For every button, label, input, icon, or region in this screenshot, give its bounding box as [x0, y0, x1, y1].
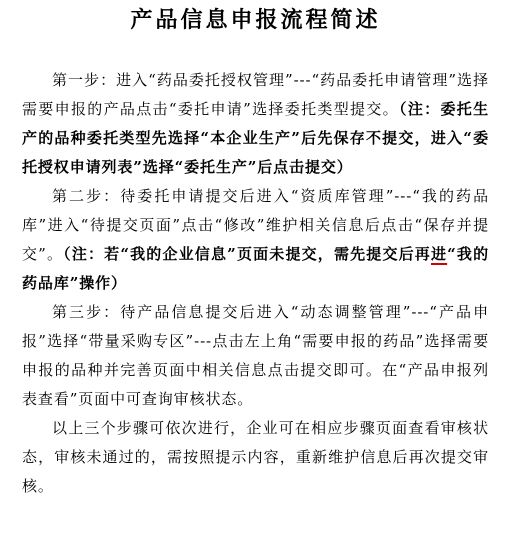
step-two-text: 第二步：待委托申请提交后进入“资质库管理”---“我的药品库”进入“待提交页面”点击“修改”维护相关信息后点击“保存并提交”。	[22, 187, 489, 263]
step-two-note-part-two: “我的药品库”操作）	[22, 245, 490, 292]
step-three-paragraph	[22, 298, 489, 414]
step-two-paragraph	[22, 182, 489, 298]
step-one-text: 第一步：进入“药品委托授权管理”---“药品委托申请管理”选择需要申报的产品点击“委托申请”选择委托类型提交。	[22, 71, 489, 118]
step-two-note	[22, 245, 489, 292]
step-two-note-part-one: （注：若“我的企业信息”页面未提交，需先提交后再	[63, 245, 431, 263]
document-title: 产品信息申报流程简述	[130, 7, 381, 33]
summary-text: 以上三个步骤可依次进行，企业可在相应步骤页面查看审核状态，审核未通过的，需按照提示内容，重新维护信息后再次提交审核。	[22, 419, 489, 495]
step-one-paragraph	[22, 66, 489, 182]
summary-paragraph	[22, 414, 489, 501]
step-one-note: （注：委托生产的品种委托类型先选择“本企业生产”后先保存不提交，进入“委托授权申请列表”选择“委托生产”后点击提交）	[22, 100, 489, 176]
step-three-text: 第三步：待产品信息提交后进入“动态调整管理”---“产品申报”选择“带量采购专区”---点击左上角“需要申报的药品”选择需要申报的品种并完善页面中相关信息点击提交即可。在“产品申报列表查看”页面中可查询审核状态。	[22, 303, 489, 408]
step-two-note-underlined-char: 进	[430, 245, 448, 263]
